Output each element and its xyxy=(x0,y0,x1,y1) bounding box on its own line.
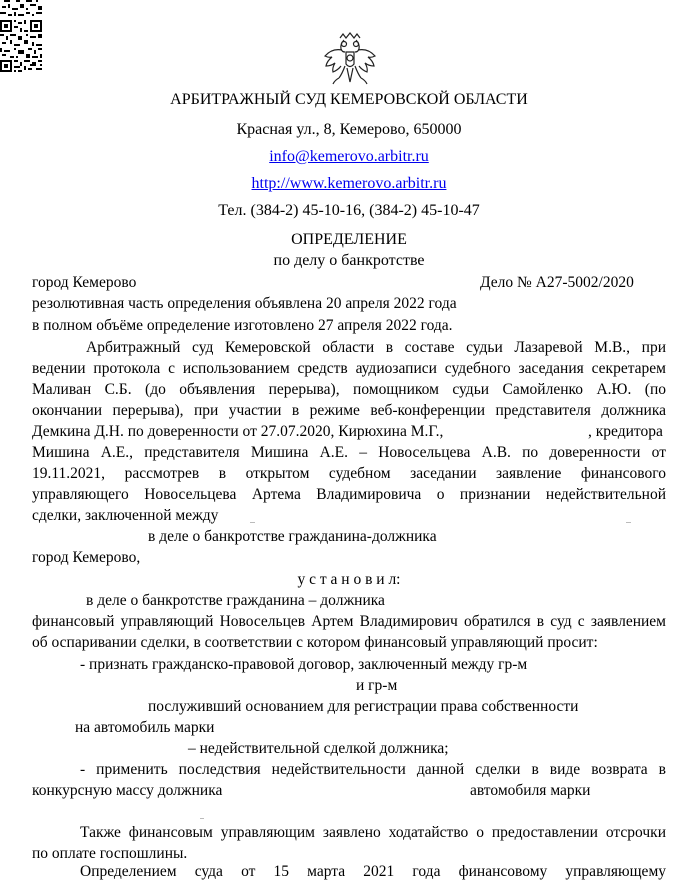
body-line: окончании перерыва), при участии в режиме веб-конференции представителя должника xyxy=(32,402,666,419)
body-line: послуживший основанием для регистрации права собственности xyxy=(148,698,579,715)
body-line: Также финансовым управляющим заявлено ходатайство о предоставлении отсрочки xyxy=(80,824,666,841)
body-line: - применить последствия недействительности данной сделки в виде возврата в xyxy=(80,761,666,778)
document-title: ОПРЕДЕЛЕНИЕ xyxy=(291,231,407,248)
city: город Кемерово xyxy=(32,274,137,291)
body-line: на автомобиль марки xyxy=(75,719,215,736)
body-line: в деле о банкротстве гражданина-должника xyxy=(148,528,437,545)
body-line: Демкина Д.Н. по доверенности от 27.07.2020, Кирюхина М.Г., xyxy=(32,423,444,440)
court-name: АРБИТРАЖНЫЙ СУД КЕМЕРОВСКОЙ ОБЛАСТИ xyxy=(170,91,528,108)
body-line: по оплате госпошлины. xyxy=(32,845,188,862)
court-address: Красная ул., 8, Кемерово, 650000 xyxy=(236,121,462,138)
body-line: автомобиля марки xyxy=(470,782,591,799)
body-line: Мишина А.Е., представителя Мишина А.Е. – Новосельцева А.В. по доверенности от xyxy=(32,444,666,461)
document-subtitle: по делу о банкротстве xyxy=(273,252,425,269)
body-line: - признать гражданско-правовой договор, заключенный между гр-м xyxy=(80,656,528,673)
resolution-announced: резолютивная часть определения объявлена 20 апреля 2022 года xyxy=(32,295,457,312)
body-line: в деле о банкротстве гражданина – должника xyxy=(86,592,385,609)
court-website-link[interactable]: http://www.kemerovo.arbitr.ru xyxy=(251,175,447,192)
court-phone: Тел. (384-2) 45-10-16, (384-2) 45-10-47 xyxy=(218,202,480,219)
body-line: управляющего Новосельцева Артема Владимировича о признании недействительной xyxy=(32,486,666,503)
qr-code xyxy=(0,0,44,84)
coat-of-arms-emblem xyxy=(322,30,378,90)
body-line: Арбитражный суд Кемеровской области в составе судьи Лазаревой М.В., при xyxy=(86,339,666,356)
body-line: сделки, заключенной между xyxy=(32,507,219,524)
ustanovil-heading: у с т а н о в и л: xyxy=(297,571,401,588)
body-line: и гр-м xyxy=(356,677,398,694)
body-line: Маливан С.Б. (до объявления перерыва), помощником судьи Самойленко А.Ю. (по xyxy=(32,381,666,398)
court-email-link[interactable]: info@kemerovo.arbitr.ru xyxy=(269,148,429,165)
body-line: , кредитора xyxy=(588,423,663,440)
body-line: 19.11.2021, рассмотрев в открытом судебном заседании заявление финансового xyxy=(32,465,666,482)
body-line: финансовый управляющий Новосельцев Артем Владимирович обратился в суд с заявлением xyxy=(32,613,666,630)
body-line: – недействительной сделкой должника; xyxy=(188,740,449,757)
body-line: ведении протокола с использованием средств аудиозаписи судебного заседания секретарем xyxy=(32,360,666,377)
body-line: Определением суда от 15 марта 2021 года финансовому управляющему xyxy=(80,863,666,880)
body-line: об оспаривании сделки, в соответствии с котором финансовый управляющий просит: xyxy=(32,634,598,651)
case-number: Дело № А27-5002/2020 xyxy=(480,274,634,291)
ruling-made: в полном объёме определение изготовлено 27 апреля 2022 года. xyxy=(32,317,453,334)
body-line: город Кемерово, xyxy=(32,549,141,566)
body-line: конкурсную массу должника xyxy=(32,782,223,799)
